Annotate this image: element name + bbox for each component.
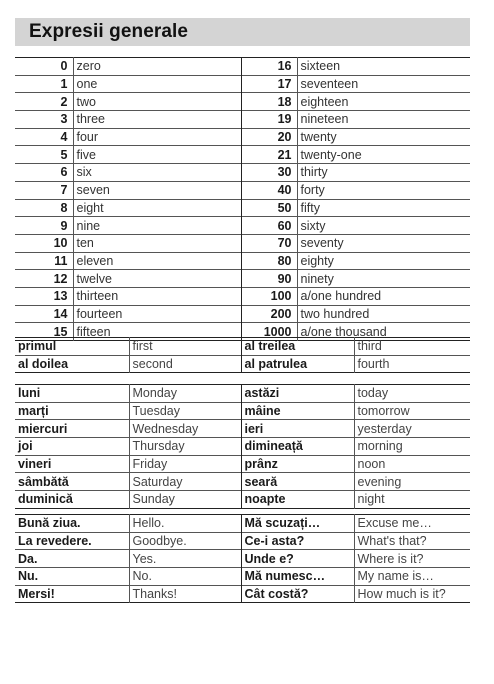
number-word: nineteen — [297, 111, 470, 129]
english-translation: Hello. — [129, 515, 241, 533]
number-digit: 10 — [53, 236, 68, 251]
table-row — [15, 420, 470, 438]
number-digit: 12 — [53, 271, 68, 286]
romanian-term: Unde e? — [241, 550, 354, 568]
number-digit: 3 — [60, 112, 68, 127]
romanian-term: dimineață — [241, 438, 354, 456]
number-digit: 21 — [241, 146, 297, 164]
english-translation: Friday — [129, 455, 241, 473]
number-digit: 30 — [241, 164, 297, 182]
number-word: fifteen — [73, 323, 241, 341]
english-translation: Yes. — [129, 550, 241, 568]
romanian-term: Cât costă? — [241, 585, 354, 603]
number-digit: 5 — [60, 147, 68, 162]
number-word: five — [73, 146, 241, 164]
number-word: eighteen — [297, 93, 470, 111]
romanian-term: Mersi! — [18, 587, 55, 602]
page-title: Expresii generale — [29, 21, 189, 42]
number-word: two — [73, 93, 241, 111]
title-bar — [15, 18, 470, 46]
english-translation: first — [129, 338, 241, 356]
number-digit: 17 — [241, 75, 297, 93]
number-word: four — [73, 128, 241, 146]
table-row — [15, 111, 470, 129]
number-digit: 70 — [241, 234, 297, 252]
romanian-term: ieri — [241, 420, 354, 438]
romanian-term: al treilea — [241, 338, 354, 356]
table-row — [15, 164, 470, 182]
number-digit: 19 — [241, 111, 297, 129]
table-row — [15, 491, 470, 509]
number-word: six — [73, 164, 241, 182]
table-row — [15, 93, 470, 111]
english-translation: morning — [354, 438, 470, 456]
table-row — [15, 75, 470, 93]
romanian-term: noapte — [241, 491, 354, 509]
romanian-term: Mă numesc… — [241, 568, 354, 586]
english-translation: Sunday — [129, 491, 241, 509]
number-word: a/one thousand — [297, 323, 470, 341]
number-word: seven — [73, 181, 241, 199]
table-row — [15, 532, 470, 550]
number-word: a/one hundred — [297, 287, 470, 305]
number-word: forty — [297, 181, 470, 199]
number-word: eleven — [73, 252, 241, 270]
number-word: three — [73, 111, 241, 129]
number-digit: 16 — [241, 58, 297, 76]
english-translation: Thursday — [129, 438, 241, 456]
number-digit: 15 — [53, 324, 68, 339]
table-row — [15, 550, 470, 568]
number-word: seventy — [297, 234, 470, 252]
number-digit: 60 — [241, 217, 297, 235]
number-digit: 40 — [241, 181, 297, 199]
romanian-term: joi — [18, 439, 33, 454]
table-row — [15, 146, 470, 164]
english-translation: Saturday — [129, 473, 241, 491]
number-digit: 2 — [60, 94, 68, 109]
table-row — [15, 338, 470, 356]
romanian-term: astăzi — [241, 385, 354, 403]
romanian-term: Bună ziua. — [18, 516, 81, 531]
english-translation: tomorrow — [354, 402, 470, 420]
english-translation: Tuesday — [129, 402, 241, 420]
romanian-term: Da. — [18, 551, 38, 566]
number-word: thirty — [297, 164, 470, 182]
number-word: twenty — [297, 128, 470, 146]
number-digit: 11 — [54, 253, 68, 268]
number-word: sixteen — [297, 58, 470, 76]
table-row — [15, 402, 470, 420]
table-row — [15, 305, 470, 323]
romanian-term: prânz — [241, 455, 354, 473]
number-digit: 20 — [241, 128, 297, 146]
number-digit: 90 — [241, 270, 297, 288]
english-translation: fourth — [354, 355, 470, 373]
romanian-term: primul — [18, 339, 57, 354]
number-word: eight — [73, 199, 241, 217]
table-row — [15, 217, 470, 235]
number-digit: 6 — [60, 165, 68, 180]
table-row — [15, 473, 470, 491]
number-word: nine — [73, 217, 241, 235]
english-translation: What's that? — [354, 532, 470, 550]
romanian-term: mâine — [241, 402, 354, 420]
table-row — [15, 355, 470, 373]
english-translation: night — [354, 491, 470, 509]
romanian-term: al patrulea — [241, 355, 354, 373]
number-digit: 14 — [53, 306, 68, 321]
romanian-term: al doilea — [18, 357, 69, 372]
number-digit: 7 — [60, 183, 68, 198]
number-digit: 200 — [241, 305, 297, 323]
english-translation: second — [129, 355, 241, 373]
romanian-term: marți — [18, 404, 49, 419]
english-translation: evening — [354, 473, 470, 491]
number-word: twelve — [73, 270, 241, 288]
english-translation: yesterday — [354, 420, 470, 438]
romanian-term: luni — [18, 386, 41, 401]
number-digit: 13 — [53, 289, 68, 304]
table-row — [15, 252, 470, 270]
romanian-term: miercuri — [18, 421, 68, 436]
table-row — [15, 585, 470, 603]
table-row — [15, 438, 470, 456]
english-translation: third — [354, 338, 470, 356]
number-digit: 4 — [60, 130, 68, 145]
table-row — [15, 287, 470, 305]
number-word: eighty — [297, 252, 470, 270]
days-table — [15, 384, 470, 509]
english-translation: Wednesday — [129, 420, 241, 438]
table-row — [15, 455, 470, 473]
english-translation: Goodbye. — [129, 532, 241, 550]
english-translation: Excuse me… — [354, 515, 470, 533]
number-word: two hundred — [297, 305, 470, 323]
ordinals-table — [15, 337, 470, 373]
table-row — [15, 58, 470, 76]
english-translation: Thanks! — [129, 585, 241, 603]
table-row — [15, 199, 470, 217]
english-translation: Monday — [129, 385, 241, 403]
number-digit: 0 — [60, 59, 68, 74]
table-row — [15, 181, 470, 199]
number-word: zero — [73, 58, 241, 76]
number-word: ninety — [297, 270, 470, 288]
number-digit: 8 — [60, 200, 68, 215]
romanian-term: vineri — [18, 457, 52, 472]
english-translation: No. — [129, 568, 241, 586]
romanian-term: Nu. — [18, 569, 39, 584]
number-digit: 1000 — [241, 323, 297, 341]
table-row — [15, 128, 470, 146]
number-digit: 80 — [241, 252, 297, 270]
number-digit: 50 — [241, 199, 297, 217]
number-digit: 1 — [60, 77, 68, 92]
number-digit: 18 — [241, 93, 297, 111]
romanian-term: Mă scuzați… — [241, 515, 354, 533]
number-word: fourteen — [73, 305, 241, 323]
english-translation: Where is it? — [354, 550, 470, 568]
english-translation: noon — [354, 455, 470, 473]
number-digit: 9 — [60, 218, 68, 233]
number-word: seventeen — [297, 75, 470, 93]
table-row — [15, 234, 470, 252]
table-row — [15, 515, 470, 533]
table-row — [15, 385, 470, 403]
english-translation: My name is… — [354, 568, 470, 586]
romanian-term: La revedere. — [18, 534, 92, 549]
number-word: one — [73, 75, 241, 93]
romanian-term: sâmbătă — [18, 474, 69, 489]
number-word: twenty-one — [297, 146, 470, 164]
table-row — [15, 568, 470, 586]
romanian-term: seară — [241, 473, 354, 491]
number-word: fifty — [297, 199, 470, 217]
number-digit: 100 — [241, 287, 297, 305]
english-translation: today — [354, 385, 470, 403]
romanian-term: duminică — [18, 492, 73, 507]
table-row — [15, 270, 470, 288]
number-word: sixty — [297, 217, 470, 235]
english-translation: How much is it? — [354, 585, 470, 603]
number-word: thirteen — [73, 287, 241, 305]
number-word: ten — [73, 234, 241, 252]
numbers-table — [15, 57, 470, 341]
phrases-table — [15, 514, 470, 603]
romanian-term: Ce-i asta? — [241, 532, 354, 550]
